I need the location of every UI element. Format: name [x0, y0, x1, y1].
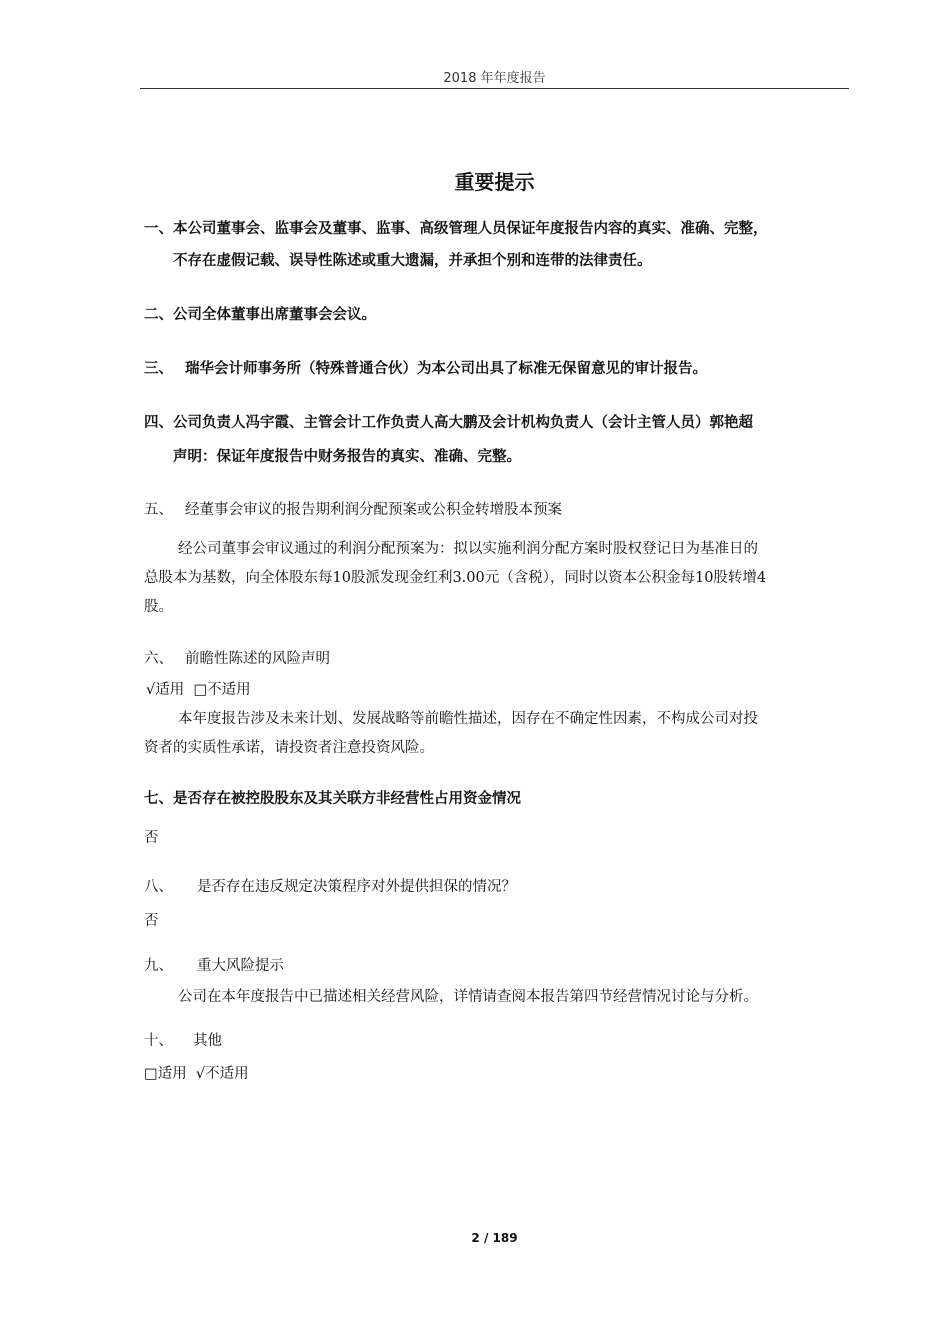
item-2-number: 二、	[144, 307, 173, 323]
item-3-number: 三、	[144, 361, 173, 377]
item-1-continuation: 不存在虚假记载、误导性陈述或重大遗漏，并承担个别和连带的法律责任。	[173, 253, 652, 269]
item-2-text: 公司全体董事出席董事会会议。	[173, 307, 376, 323]
item-9-number: 九、	[144, 958, 173, 974]
item-4-text: 公司负责人冯宇霞、主管会计工作负责人高大鹏及会计机构负责人（会计主管人员）郭艳超	[173, 415, 753, 431]
item-4-heading	[144, 413, 753, 433]
item-9-heading	[144, 956, 284, 976]
item-9-body-line-1: 公司在本年度报告中已描述相关经营风险，详情请查阅本报告第四节经营情况讨论与分析。	[178, 989, 758, 1005]
item-5-body-line-1: 经公司董事会审议通过的利润分配预案为：拟以实施利润分配方案时股权登记日为基准日的	[178, 541, 758, 557]
item-5-body-line-2: 总股本为基数，向全体股东每10股派发现金红利3.00元（含税），同时以资本公积金每10股转增4	[144, 570, 767, 586]
page-header-title: 2018 年年度报告	[443, 71, 546, 86]
item-7-text: 是否存在被控股股东及其关联方非经营性占用资金情况	[173, 791, 521, 807]
item-8-heading	[144, 877, 516, 897]
item-6-number: 六、	[144, 651, 173, 667]
item-5-body-line-3: 股。	[144, 599, 173, 615]
item-6-heading	[144, 649, 330, 669]
item-2-heading	[144, 305, 376, 325]
item-1-number: 一、	[144, 221, 173, 237]
document-title: 重要提示	[454, 170, 535, 194]
item-8-text: 是否存在违反规定决策程序对外提供担保的情况？	[197, 879, 516, 895]
item-10-heading	[144, 1031, 222, 1051]
item-7-heading	[144, 789, 521, 809]
page-header-rule	[140, 88, 849, 89]
item-6-options: √适用 □不适用	[146, 682, 251, 698]
item-9-text: 重大风险提示	[197, 958, 284, 974]
item-5-heading	[144, 500, 562, 520]
item-6-body-line-1: 本年度报告涉及未来计划、发展战略等前瞻性描述，因存在不确定性因素，不构成公司对投	[178, 711, 758, 727]
item-4-number: 四、	[144, 415, 173, 431]
item-6-text: 前瞻性陈述的风险声明	[185, 651, 330, 667]
item-1-text: 本公司董事会、监事会及董事、监事、高级管理人员保证年度报告内容的真实、准确、完整，	[173, 221, 768, 237]
item-8-answer: 否	[144, 913, 159, 929]
item-3-text: 瑞华会计师事务所（特殊普通合伙）为本公司出具了标准无保留意见的审计报告。	[185, 361, 707, 377]
item-5-text: 经董事会审议的报告期利润分配预案或公积金转增股本预案	[185, 502, 562, 518]
item-1-heading	[144, 219, 768, 239]
item-7-number: 七、	[144, 791, 173, 807]
item-10-number: 十、	[144, 1033, 173, 1049]
item-7-answer: 否	[144, 830, 159, 846]
page-number: 2 / 189	[471, 1231, 518, 1245]
item-10-text: 其他	[193, 1033, 222, 1049]
item-3-heading	[144, 359, 707, 379]
item-6-body-line-2: 资者的实质性承诺，请投资者注意投资风险。	[144, 740, 434, 756]
item-10-options: □适用 √不适用	[144, 1066, 249, 1082]
item-4-continuation: 声明：保证年度报告中财务报告的真实、准确、完整。	[173, 449, 521, 465]
item-8-number: 八、	[144, 879, 173, 895]
item-5-number: 五、	[144, 502, 173, 518]
